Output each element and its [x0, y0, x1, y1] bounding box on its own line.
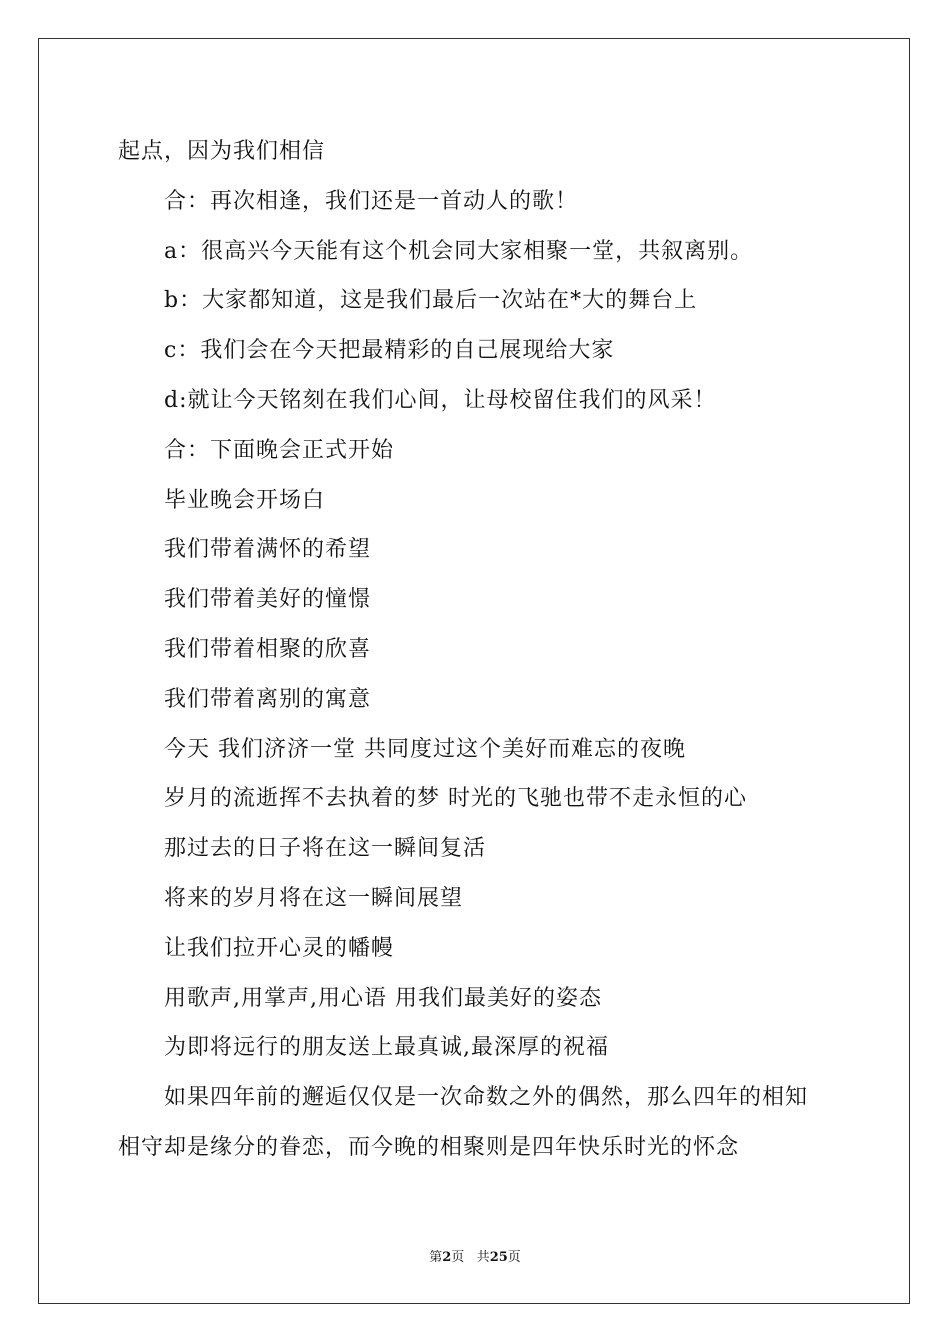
- total-prefix: 共: [476, 1250, 490, 1265]
- text-line: 今天 我们济济一堂 共同度过这个美好而难忘的夜晚: [164, 736, 686, 762]
- page-footer: [0, 1246, 950, 1265]
- text-line: 我们带着满怀的希望: [164, 537, 372, 563]
- text-line: b：大家都知道，这是我们最后一次站在*大的舞台上: [164, 288, 698, 314]
- text-line: 相守却是缘分的眷恋，而今晚的相聚则是四年快乐时光的怀念: [118, 1134, 740, 1160]
- text-line: 我们带着美好的憧憬: [164, 587, 372, 613]
- text-line: 用歌声,用掌声,用心语 用我们最美好的姿态: [164, 985, 602, 1011]
- text-line: 让我们拉开心灵的幡幔: [164, 935, 395, 961]
- text-line: 我们带着离别的寓意: [164, 686, 372, 712]
- text-line: 我们带着相聚的欣喜: [164, 636, 372, 662]
- total-pages: 25: [489, 1250, 508, 1265]
- text-line: 毕业晚会开场白: [164, 487, 326, 513]
- document-body: [118, 127, 838, 1173]
- text-line: 合：再次相逢，我们还是一首动人的歌！: [164, 188, 579, 214]
- text-line: 那过去的日子将在这一瞬间复活: [164, 836, 487, 862]
- total-suffix: 页: [507, 1250, 521, 1265]
- text-line: 将来的岁月将在这一瞬间展望: [164, 885, 464, 911]
- page-suffix: 页: [451, 1250, 465, 1265]
- text-line: 起点，因为我们相信: [118, 139, 326, 164]
- text-line: 为即将远行的朋友送上最真诚,最深厚的祝福: [164, 1035, 609, 1061]
- text-line: a：很高兴今天能有这个机会同大家相聚一堂，共叙离别。: [164, 238, 754, 264]
- page-number: 2: [442, 1250, 452, 1265]
- text-line: 如果四年前的邂逅仅仅是一次命数之外的偶然，那么四年的相知: [164, 1085, 809, 1111]
- text-line: d:就让今天铭刻在我们心间，让母校留住我们的风采！: [164, 387, 717, 413]
- text-line: 合：下面晚会正式开始: [164, 437, 395, 463]
- text-line: 岁月的流逝挥不去执着的梦 时光的飞驰也带不走永恒的心: [164, 786, 747, 812]
- page-prefix: 第: [429, 1250, 443, 1265]
- text-line: c：我们会在今天把最精彩的自己展现给大家: [164, 338, 615, 364]
